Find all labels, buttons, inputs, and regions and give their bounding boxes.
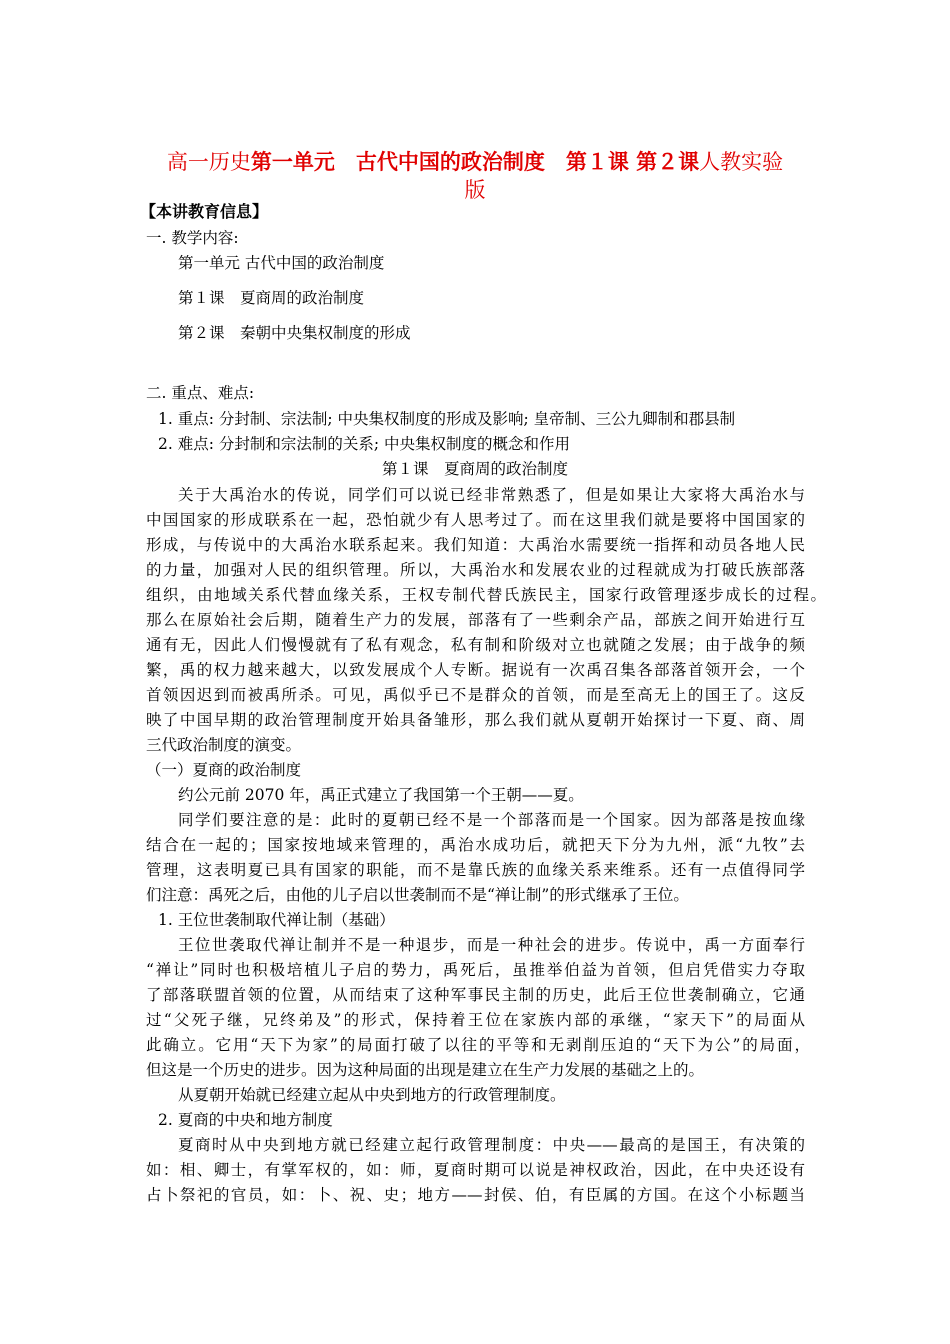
- paragraph-line: 组织，由地域关系代替血缘关系，王权专制代替氏族民主，国家行政管理逐步成长的过程。: [146, 586, 826, 604]
- paragraph-line: 王位世袭取代禅让制并不是一种退步，而是一种社会的进步。传说中，禹一方面奉行: [178, 936, 805, 954]
- paragraph-line: 结合在一起的；国家按地域来管理的，禹治水成功后，就把天下分为九州，派“九牧”去: [146, 836, 805, 854]
- difficult-points: 2. 难点: 分封制和宗法制的关系; 中央集权制度的概念和作用: [158, 435, 571, 453]
- paragraph-line: 映了中国早期的政治管理制度开始具备雏形，那么我们就从夏朝开始探讨一下夏、商、周: [146, 711, 805, 729]
- paragraph-line: 关于大禹治水的传说，同学们可以说已经非常熟悉了，但是如果让大家将大禹治水与: [178, 486, 805, 504]
- paragraph-line: 形成，与传说中的大禹治水联系起来。我们知道：大禹治水需要统一指挥和动员各地人民: [146, 536, 805, 554]
- paragraph-line: 占卜祭祀的官员，如：卜、祝、史；地方——封侯、伯，有臣属的方国。在这个小标题当: [146, 1186, 805, 1204]
- paragraph-line: 管理，这表明夏已具有国家的职能，而不是靠氏族的血缘关系来维系。还有一点值得同学: [146, 861, 805, 879]
- paragraph-line: 夏商时从中央到地方就已经建立起行政管理制度：中央——最高的是国王，有决策的: [178, 1136, 805, 1154]
- numbered-heading: 2. 夏商的中央和地方制度: [158, 1111, 333, 1129]
- paragraph-line: 中国国家的形成联系在一起，恐怕就少有人思考过了。而在这里我们就是要将中国国家的: [146, 511, 805, 529]
- paragraph-line: 但这是一个历史的进步。因为这种局面的出现是建立在生产力发展的基础之上的。: [146, 1061, 705, 1079]
- paragraph-line: 三代政治制度的演变。: [146, 736, 302, 754]
- lesson-title: 第１课 夏商周的政治制度: [381, 460, 568, 478]
- paragraph-line: 通有无，因此人们慢慢就有了私有观念，私有制和阶级对立也就随之发展；由于战争的频: [146, 636, 805, 654]
- paragraph-line: 了部落联盟首领的位置，从而结束了这种军事民主制的历史，此后王位世袭制确立，它通: [146, 986, 805, 1004]
- content-item-lesson1: 第１课 夏商周的政治制度: [178, 289, 365, 307]
- key-points: 1. 重点: 分封制、宗法制; 中央集权制度的形成及影响; 皇帝制、三公九卿制和郡县制: [158, 410, 736, 428]
- subsection-heading: （一）夏商的政治制度: [146, 761, 302, 779]
- section2-heading: 二. 重点、难点:: [146, 384, 255, 402]
- paragraph-line: 同学们要注意的是：此时的夏朝已经不是一个部落而是一个国家。因为部落是按血缘: [178, 811, 805, 829]
- title-part-3: 人教实验: [699, 150, 784, 174]
- title-part-1: 高一历史: [166, 150, 251, 174]
- numbered-heading: 1. 王位世袭制取代禅让制（基础）: [158, 911, 395, 929]
- content-item-lesson2: 第２课 秦朝中央集权制度的形成: [178, 324, 411, 342]
- paragraph-line: 那么在原始社会后期，随着生产力的发展，部落有了一些剩余产品，部族之间开始进行互: [146, 611, 805, 629]
- paragraph-line: “禅让”同时也积极培植儿子启的势力，禹死后，虽推举伯益为首领，但启凭借实力夺取: [146, 961, 805, 979]
- paragraph-line: 的力量，加强对人民的组织管理。所以，大禹治水和发展农业的过程就成为打破氏族部落: [146, 561, 805, 579]
- paragraph-line: 首领因迟到而被禹所杀。可见，禹似乎已不是群众的首领，而是至高无上的国王了。这反: [146, 686, 805, 704]
- paragraph-line: 如：相、卿士，有掌军权的，如：师，夏商时期可以说是神权政治，因此，在中央还设有: [146, 1161, 805, 1179]
- paragraph-line: 约公元前 2070 年，禹正式建立了我国第一个王朝——夏。: [178, 786, 584, 804]
- content-item-unit: 第一单元 古代中国的政治制度: [178, 254, 385, 272]
- paragraph-line: 此确立。它用“天下为家”的局面打破了以往的平等和无剥削压迫的“天下为公”的局面，: [146, 1036, 810, 1054]
- paragraph-line: 们注意：禹死之后，由他的儿子启以世袭制而不是“禅让制”的形式继承了王位。: [146, 886, 689, 904]
- paragraph-line: 过“父死子继，兄终弟及”的形式，保持着王位在家族内部的承继，“家天下”的局面从: [146, 1011, 805, 1029]
- title-part-4: 版: [464, 178, 486, 202]
- title-part-2: 第一单元 古代中国的政治制度 第１课 第２课: [250, 149, 700, 174]
- info-heading: 【本讲教育信息】: [140, 202, 269, 221]
- paragraph-line: 繁，禹的权力越来越大，以致发展成个人专断。据说有一次禹召集各部落首领开会，一个: [146, 661, 805, 679]
- section1-heading: 一. 教学内容:: [146, 229, 239, 247]
- paragraph-line: 从夏朝开始就已经建立起从中央到地方的行政管理制度。: [178, 1086, 566, 1104]
- document-title: [120, 148, 830, 204]
